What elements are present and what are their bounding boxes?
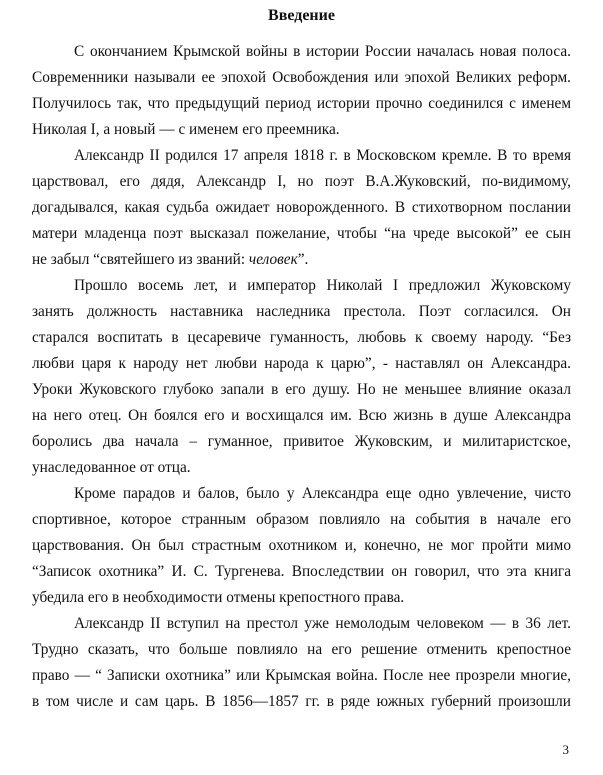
page-title: Введение <box>268 7 335 24</box>
paragraph-line: унаследованное от отца. <box>32 459 191 476</box>
paragraph-line: боролись два начала – гуманное, привитое Жуковским, и милитаристское, <box>32 433 571 450</box>
paragraph-line: Александр II родился 17 апреля 1818 г. в Московском кремле. В то время <box>74 147 571 164</box>
paragraph-line-with-emphasis <box>32 247 571 273</box>
paragraph-line: убедила его в необходимости отмены крепостного права. <box>32 589 405 606</box>
paragraph-line: занять должность наставника наследника престола. Поэт согласился. Он <box>32 303 571 320</box>
paragraph-line: спортивное, которое странным образом повлияло на события в начале его <box>32 511 571 528</box>
paragraph-line: царствовал, его дядя, Александр I, но поэт В.А.Жуковский, по-видимому, <box>32 173 571 190</box>
page-number: 3 <box>562 742 569 757</box>
paragraph-line: Александр II вступил на престол уже немолодым человеком — в 36 лет. <box>74 615 571 632</box>
paragraph-5 <box>32 611 571 715</box>
paragraph-line: “Записок охотника” И. С. Тургенева. Впоследствии он говорил, что эта книга <box>32 563 571 580</box>
line-text: не забыл “святейшего из званий: <box>32 251 249 268</box>
paragraph-line: Прошло восемь лет, и император Николай I предложил Жуковскому <box>74 277 571 294</box>
paragraph-line: право — “ Записки охотника” или Крымская война. После нее прозрели многие, <box>32 667 571 684</box>
paragraph-line: любви царя к народу нет любви народа к царю”, - наставлял он Александра. <box>32 355 571 372</box>
paragraph-1 <box>32 39 571 143</box>
paragraph-line: Современники называли ее эпохой Освобождения или эпохой Великих реформ. <box>32 69 571 86</box>
paragraph-line: матери младенца поэт высказал пожелание, чтобы “на чреде высокой” ее сын <box>32 225 571 242</box>
paragraph-4 <box>32 481 571 611</box>
paragraph-3 <box>32 273 571 481</box>
paragraph-line: Трудно сказать, что больше повлияло на его решение отменить крепостное <box>32 641 571 658</box>
paragraph-line: на него отец. Он боялся его и восхищался им. Всю жизнь в душе Александра <box>32 407 571 424</box>
paragraph-line: Получилось так, что предыдущий период истории прочно соединился с именем <box>32 95 571 112</box>
closing-quote: ”. <box>297 251 309 268</box>
paragraph-line: старался воспитать в цесаревиче гуманность, любовь к своему народу. “Без <box>32 329 571 346</box>
paragraph-line: Николая I, а новый — с именем его преемника. <box>32 121 340 138</box>
paragraph-line: царствования. Он был страстным охотником и, конечно, не мог пройти мимо <box>32 537 571 554</box>
emphasized-word: человек <box>248 251 298 268</box>
paragraph-2 <box>32 143 571 273</box>
paragraph-line: в том числе и сам царь. В 1856—1857 гг. в ряде южных губерний произошли <box>32 693 571 710</box>
paragraph-line: догадывался, какая судьба ожидает новорожденного. В стихотворном послании <box>32 199 571 216</box>
paragraph-line: Уроки Жуковского глубоко запали в его душу. Но не меньшее влияние оказал <box>32 381 571 398</box>
paragraph-line: С окончанием Крымской войны в истории России началась новая полоса. <box>74 43 571 60</box>
paragraph-line: Кроме парадов и балов, было у Александра еще одно увлечение, чисто <box>74 485 571 502</box>
